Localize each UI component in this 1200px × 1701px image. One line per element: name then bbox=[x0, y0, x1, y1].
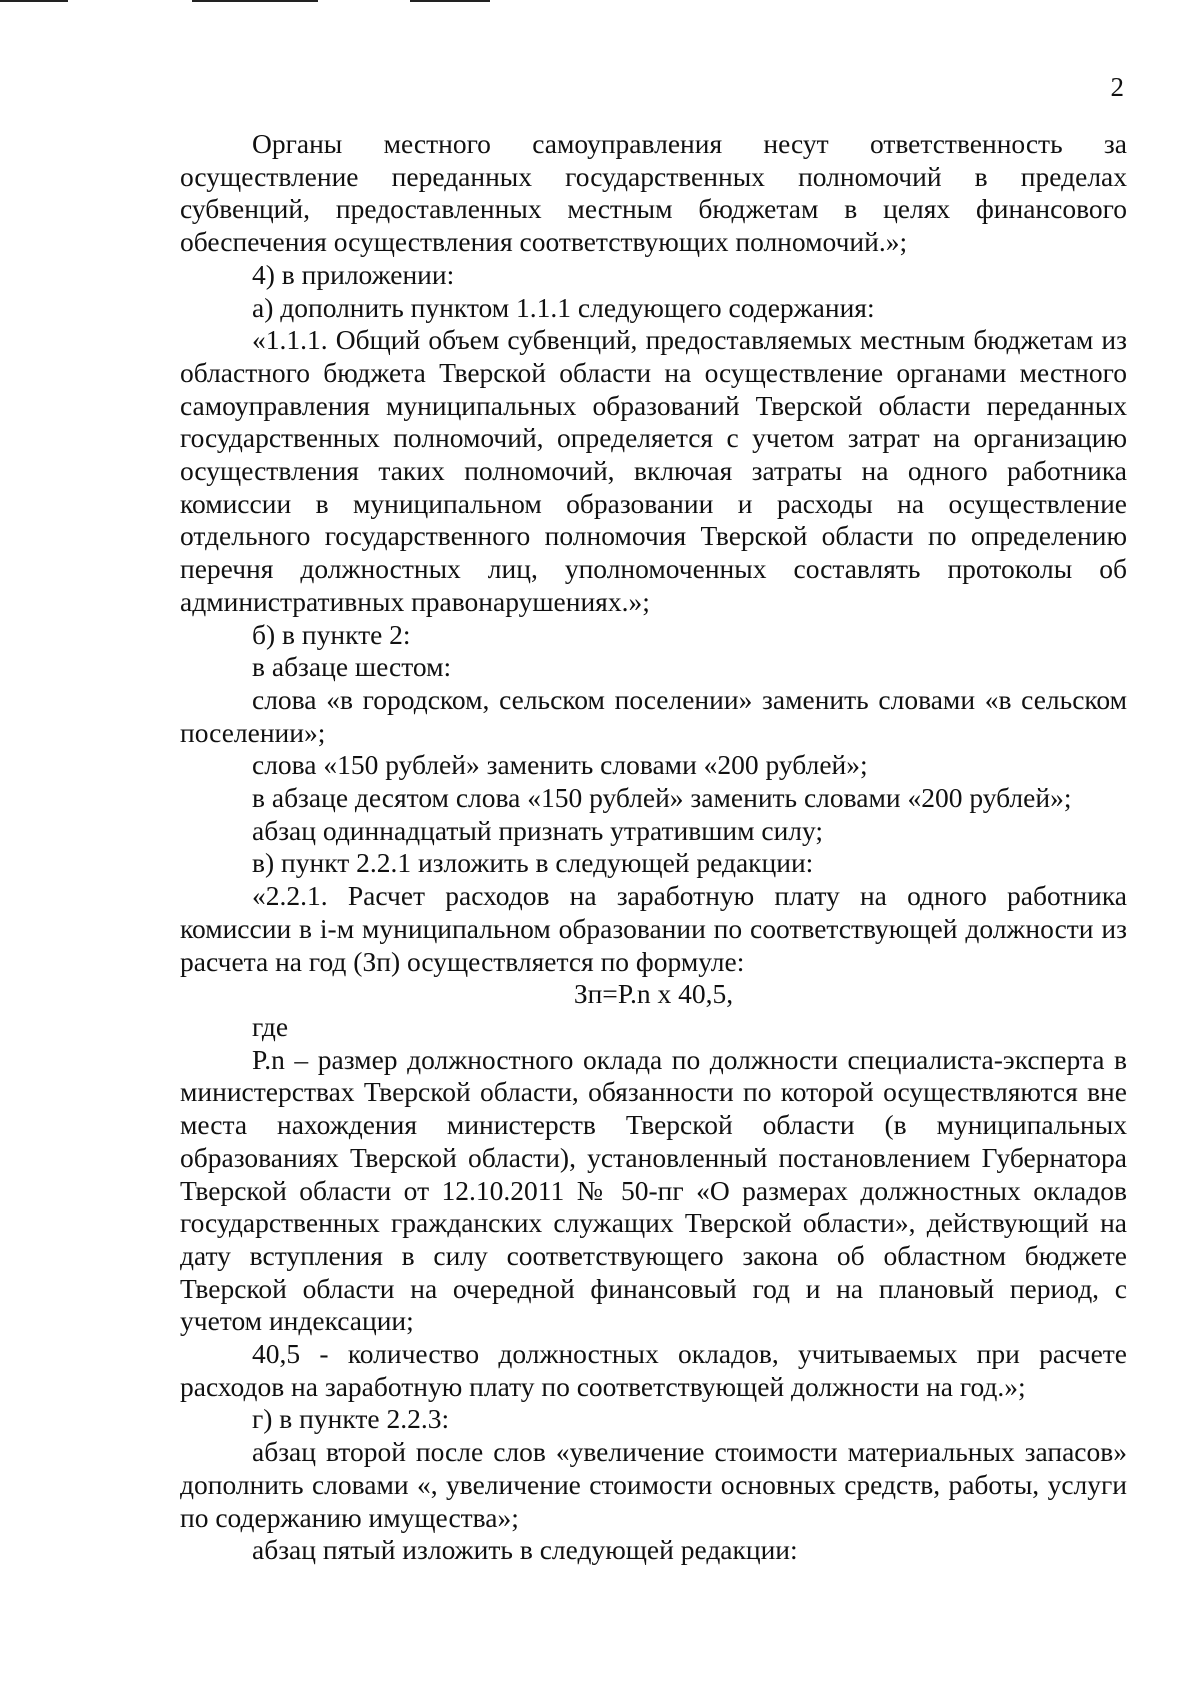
paragraph: слова «150 рублей» заменить словами «200 рублей»; bbox=[252, 749, 868, 781]
paragraph: абзац пятый изложить в следующей редакции: bbox=[252, 1534, 798, 1566]
scan-edge-mark bbox=[192, 0, 318, 2]
formula: Зп=P.n x 40,5, bbox=[573, 978, 734, 1010]
scan-edge-mark bbox=[410, 0, 490, 2]
paragraph: где bbox=[252, 1010, 289, 1042]
paragraph: «2.2.1. Расчет расходов на заработную плату на одного работника комиссии в i-м муниципальном образовании по соответствующей должности из расчета на год (Зп) осуществляется по формуле: bbox=[180, 880, 1127, 977]
paragraph: в) пункт 2.2.1 изложить в следующей редакции: bbox=[252, 847, 814, 879]
paragraph: слова «в городском, сельском поселении» заменить словами «в сельском поселении»; bbox=[180, 683, 1127, 748]
paragraph: а) дополнить пунктом 1.1.1 следующего содержания: bbox=[252, 291, 875, 323]
paragraph: 40,5 - количество должностных окладов, учитываемых при расчете расходов на заработную плату по соответствующей должности на год.»; bbox=[180, 1338, 1127, 1402]
scan-edge-mark bbox=[0, 0, 68, 2]
paragraph: P.n – размер должностного оклада по должности специалиста-эксперта в министерствах Тверской области, обязанности по которой осуществляются вне места нахождения министерств Тверской области (в муниципальных образованиях Тверской области), установленный постановлением Губернатора Тверской области от 12.10.2011 № 50-пг «О размерах должностных окладов государственных гражданских служащих Тверской области», действующий на дату вступления в силу соответствующего закона об областном бюджете Тверской области на очередной финансовый год и на плановый период, с учетом индексации; bbox=[180, 1043, 1127, 1337]
paragraph: абзац второй после слов «увеличение стоимости материальных запасов» дополнить словами «, увеличение стоимости основных средств, работы, услуги по содержанию имущества»; bbox=[180, 1436, 1127, 1533]
paragraph: 4) в приложении: bbox=[252, 258, 455, 290]
paragraph: Органы местного самоуправления несут ответственность за осуществление переданных государственных полномочий в пределах субвенций, предоставленных местным бюджетам в целях финансового обеспечения осуществления соответствующих полномочий.»; bbox=[180, 128, 1127, 258]
document-body bbox=[180, 128, 1127, 1567]
paragraph: б) в пункте 2: bbox=[252, 618, 411, 650]
paragraph: в абзаце шестом: bbox=[252, 651, 452, 683]
paragraph: «1.1.1. Общий объем субвенций, предоставляемых местным бюджетам из областного бюджета Тверской области на осуществление органами местного самоуправления муниципальных образований Тверской области переданных государственных полномочий, определяется с учетом затрат на организацию осуществления таких полномочий, включая затраты на одного работника комиссии в муниципальном образовании и расходы на осуществление отдельного государственного полномочия Тверской области по определению перечня должностных лиц, уполномоченных составлять протоколы об административных правонарушениях.»; bbox=[180, 324, 1127, 617]
page-number: 2 bbox=[1110, 72, 1124, 102]
paragraph: г) в пункте 2.2.3: bbox=[252, 1403, 450, 1435]
paragraph: абзац одиннадцатый признать утратившим силу; bbox=[252, 814, 824, 846]
paragraph: в абзаце десятом слова «150 рублей» заменить словами «200 рублей»; bbox=[252, 782, 1072, 814]
